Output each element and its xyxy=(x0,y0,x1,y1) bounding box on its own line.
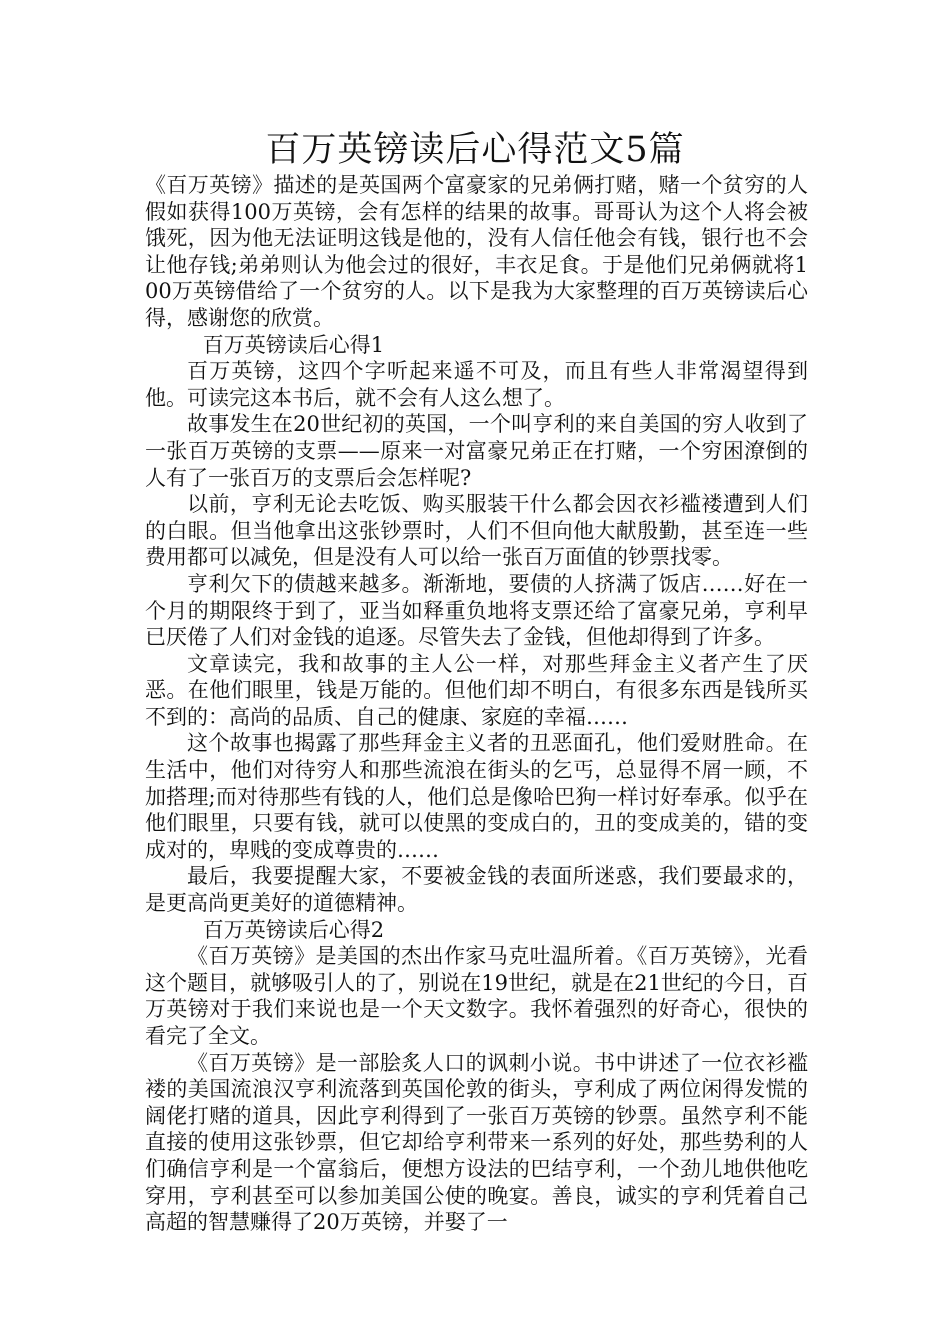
body-paragraph: 《百万英镑》是美国的杰出作家马克吐温所着。《百万英镑》，光看这个题目，就够吸引人的了，别说在19世纪，就是在21世纪的今日，百万英镑对于我们来说也是一个天文数字。我怀着强烈的好奇心，很快的看完了全文。 xyxy=(145,944,808,1048)
body-paragraph: 文章读完，我和故事的主人公一样，对那些拜金主义者产生了厌恶。在他们眼里，钱是万能的。但他们却不明白，有很多东西是钱所买不到的：高尚的品质、自己的健康、家庭的幸福…… xyxy=(145,651,808,729)
section-heading-2: 百万英镑读后心得2 xyxy=(202,917,385,942)
body-paragraph: 这个故事也揭露了那些拜金主义者的丑恶面孔，他们爱财胜命。在生活中，他们对待穷人和那些流浪在街头的乞丐，总显得不屑一顾，不加搭理;而对待那些有钱的人，他们总是像哈巴狗一样讨好奉承。似乎在他们眼里，只要有钱，就可以使黑的变成白的，丑的变成美的，错的变成对的，卑贱的变成尊贵的…… xyxy=(145,731,808,862)
section-heading-1: 百万英镑读后心得1 xyxy=(202,332,385,357)
body-paragraph: 《百万英镑》是一部脍炙人口的讽刺小说。书中讲述了一位衣衫褴褛的美国流浪汉亨利流落到英国伦敦的街头，亨利成了两位闲得发慌的阔佬打赌的道具，因此亨利得到了一张百万英镑的钞票。虽然亨利不能直接的使用这张钞票，但它却给亨利带来一系列的好处，那些势利的人们确信亨利是一个富翁后，便想方设法的巴结亨利，一个劲儿地供他吃穿用，亨利甚至可以参加美国公使的晚宴。善良，诚实的亨利凭着自己高超的智慧赚得了20万英镑，并娶了一 xyxy=(145,1050,808,1235)
body-paragraph: 百万英镑，这四个字听起来遥不可及，而且有些人非常渴望得到他。可读完这本书后，就不会有人这么想了。 xyxy=(145,359,808,410)
document-title: 百万英镑读后心得范文5篇 xyxy=(265,130,685,170)
body-paragraph: 亨利欠下的债越来越多。渐渐地，要债的人挤满了饭店……好在一个月的期限终于到了，亚当如释重负地将支票还给了富豪兄弟，亨利早已厌倦了人们对金钱的追逐。尽管失去了金钱，但他却得到了许多。 xyxy=(145,571,808,650)
body-paragraph: 以前，亨利无论去吃饭、购买服装干什么都会因衣衫褴褛遭到人们的白眼。但当他拿出这张钞票时，人们不但向他大献殷勤，甚至连一些费用都可以减免，但是没有人可以给一张百万面值的钞票找零。 xyxy=(145,492,808,570)
document-body xyxy=(145,172,808,1236)
intro-paragraph: 《百万英镑》描述的是英国两个富豪家的兄弟俩打赌，赌一个贫穷的人假如获得100万英镑，会有怎样的结果的故事。哥哥认为这个人将会被饿死，因为他无法证明这钱是他的，没有人信任他会有钱，银行也不会让他存钱;弟弟则认为他会过的很好，丰衣足食。于是他们兄弟俩就将100万英镑借给了一个贫穷的人。以下是我为大家整理的百万英镑读后心得，感谢您的欣赏。 xyxy=(145,173,808,330)
body-paragraph: 故事发生在20世纪初的英国，一个叫亨利的来自美国的穷人收到了一张百万英镑的支票——原来一对富豪兄弟正在打赌，一个穷困潦倒的人有了一张百万的支票后会怎样呢? xyxy=(145,412,808,490)
body-paragraph: 最后，我要提醒大家，不要被金钱的表面所迷惑，我们要最求的，是更高尚更美好的道德精神。 xyxy=(145,864,808,916)
